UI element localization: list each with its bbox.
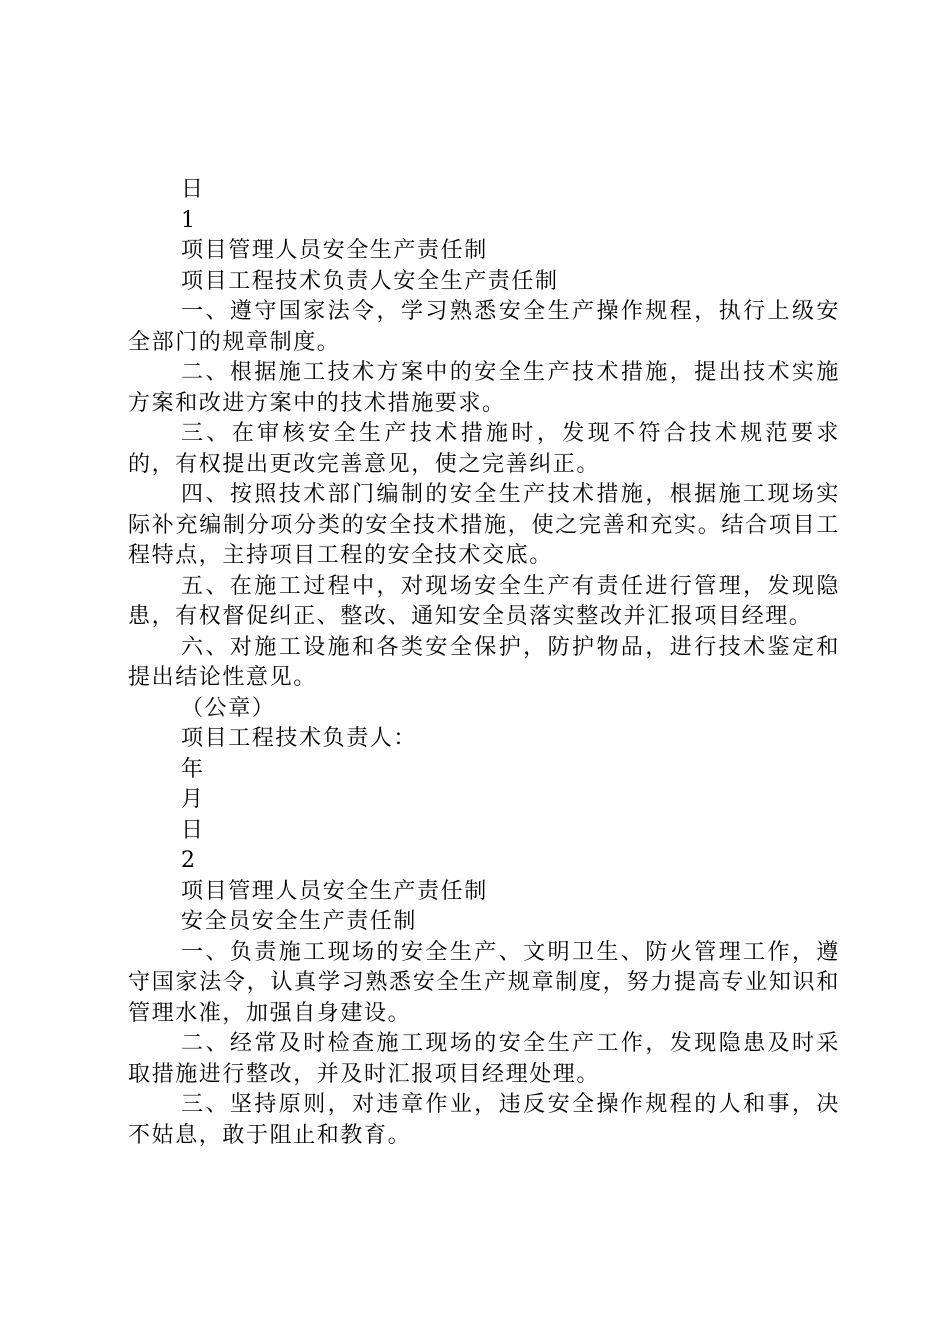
date-day-label: 日 <box>181 817 205 843</box>
clause-paragraph: 三、在审核安全生产技术措施时，发现不符合技术规范要求的，有权提出更改完善意见，使之完善纠正。 <box>128 421 840 477</box>
clause-paragraph: 六、对施工设施和各类安全保护，防护物品，进行技术鉴定和提出结论性意见。 <box>128 634 840 690</box>
section-heading: 项目管理人员安全生产责任制 <box>181 238 488 263</box>
role-title: 项目工程技术负责人安全生产责任制 <box>181 268 559 294</box>
document-page <box>128 175 840 1151</box>
clause-paragraph: 二、根据施工技术方案中的安全生产技术措施，提出技术实施方案和改进方案中的技术措施要求。 <box>128 360 840 416</box>
signatory-label: 项目工程技术负责人： <box>181 726 418 751</box>
role-title: 安全员安全生产责任制 <box>181 909 418 934</box>
page-number: 2 <box>181 848 197 873</box>
clause-paragraph: 一、负责施工现场的安全生产、文明卫生、防火管理工作，遵守国家法令，认真学习熟悉安全生产规章制度，努力提高专业知识和管理水准，加强自身建设。 <box>128 939 840 1026</box>
clause-paragraph: 一、遵守国家法令，学习熟悉安全生产操作规程，执行上级安全部门的规章制度。 <box>128 299 840 355</box>
clause-paragraph: 四、按照技术部门编制的安全生产技术措施，根据施工现场实际补充编制分项分类的安全技术措施，使之完善和充实。结合项目工程特点，主持项目工程的安全技术交底。 <box>128 482 840 568</box>
clause-paragraph: 三、坚持原则，对违章作业，违反安全操作规程的人和事，决不姑息，敢于阻止和教育。 <box>128 1092 840 1148</box>
clause-paragraph: 五、在施工过程中，对现场安全生产有责任进行管理，发现隐患，有权督促纠正、整改、通知安全员落实整改并汇报项目经理。 <box>128 573 840 629</box>
date-month-label: 月 <box>181 787 205 812</box>
seal-label: （公章） <box>181 695 276 721</box>
date-day-label: 日 <box>181 177 205 202</box>
clause-paragraph: 二、经常及时检查施工现场的安全生产工作，发现隐患及时采取措施进行整改，并及时汇报项目经理处理。 <box>128 1031 840 1087</box>
date-year-label: 年 <box>181 756 205 782</box>
page-number: 1 <box>181 207 197 233</box>
section-heading: 项目管理人员安全生产责任制 <box>181 878 488 904</box>
